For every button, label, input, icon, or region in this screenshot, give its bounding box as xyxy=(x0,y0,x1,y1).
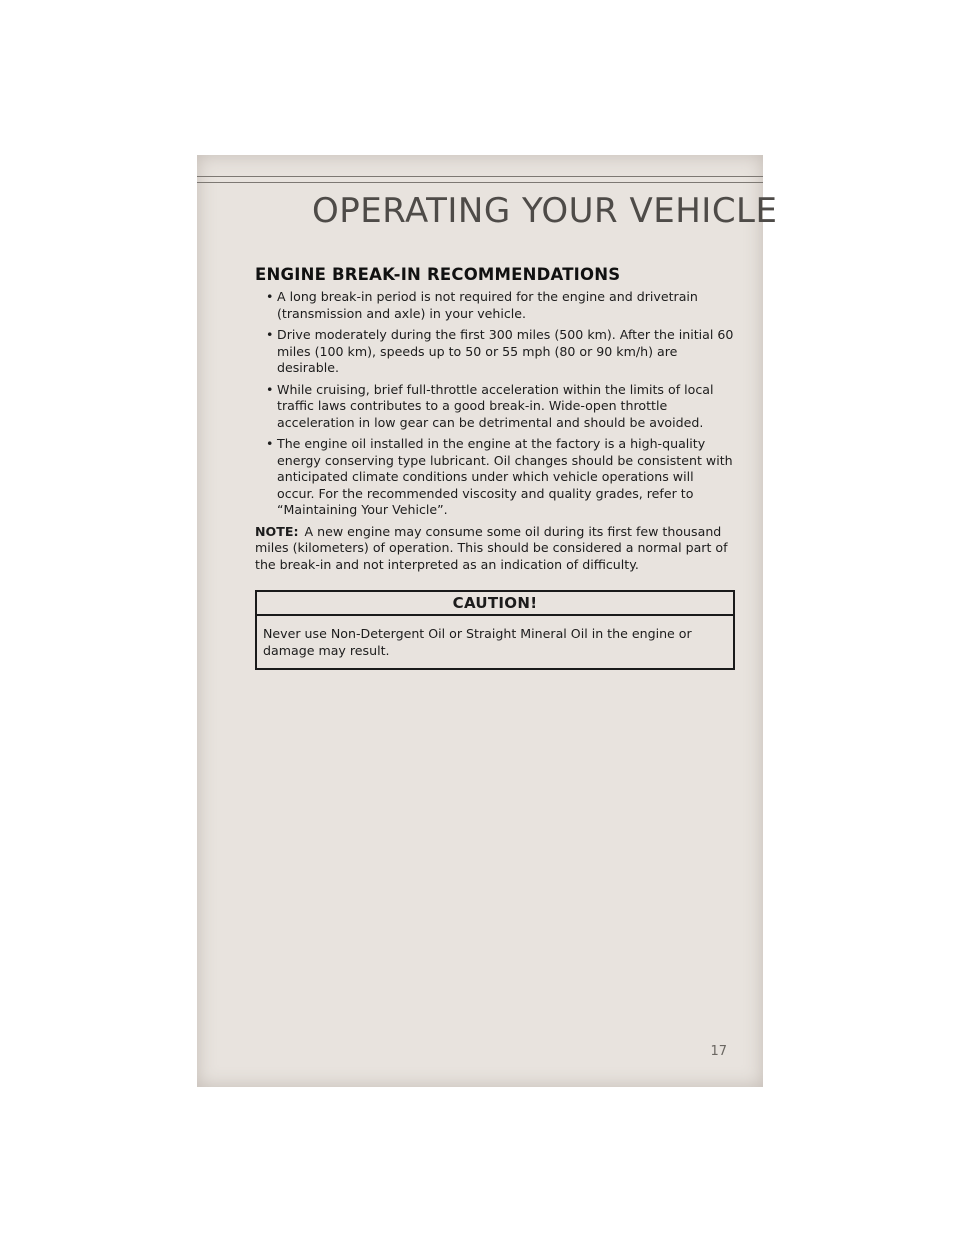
bullet-text: The engine oil installed in the engine at the factory is a high-quality energy conserving type lubricant. Oil changes should be consistent with anticipated climate conditions under which vehicle operations will occur. For the recommended viscosity and quality grades, refer to “Maintaining Your Vehicle”. xyxy=(277,436,733,517)
bullet-text: A long break-in period is not required for the engine and drivetrain (transmission and axle) in your vehicle. xyxy=(277,289,698,321)
bullet-icon: • xyxy=(266,436,274,451)
page-heading: ENGINE BREAK-IN RECOMMENDATIONS xyxy=(255,265,621,284)
bullet-icon: • xyxy=(266,327,274,342)
content-area xyxy=(255,265,735,670)
header-rule-bottom xyxy=(197,182,763,183)
list-item xyxy=(255,289,735,322)
note-text: A new engine may consume some oil during its first few thousand miles (kilometers) of operation. This should be considered a normal part of the break-in and not interpreted as an indication of difficulty. xyxy=(255,523,728,572)
page-number: 17 xyxy=(710,1044,727,1059)
list-item xyxy=(255,436,735,519)
caution-box xyxy=(255,590,735,670)
caution-text: Never use Non-Detergent Oil or Straight Mineral Oil in the engine or damage may result. xyxy=(263,626,692,658)
list-item xyxy=(255,382,735,432)
caution-title: CAUTION! xyxy=(257,592,733,616)
bullet-icon: • xyxy=(266,289,274,304)
header-rule-top xyxy=(197,176,763,177)
bullet-text: Drive moderately during the first 300 miles (500 km). After the initial 60 miles (100 km), speeds up to 50 or 55 mph (80 or 90 km/h) are desirable. xyxy=(277,327,734,375)
manual-page xyxy=(197,155,778,1087)
bullet-text: While cruising, brief full-throttle acceleration within the limits of local traffic laws contributes to a good break-in. Wide-open throttle acceleration in low gear can be detrimental and should be avoided. xyxy=(277,381,714,430)
section-title: OPERATING YOUR VEHICLE xyxy=(312,191,778,231)
list-item xyxy=(255,327,735,377)
bullet-icon: • xyxy=(266,381,274,397)
note-label: NOTE: xyxy=(255,523,299,539)
note-paragraph xyxy=(255,524,735,574)
bullet-list xyxy=(255,289,735,519)
